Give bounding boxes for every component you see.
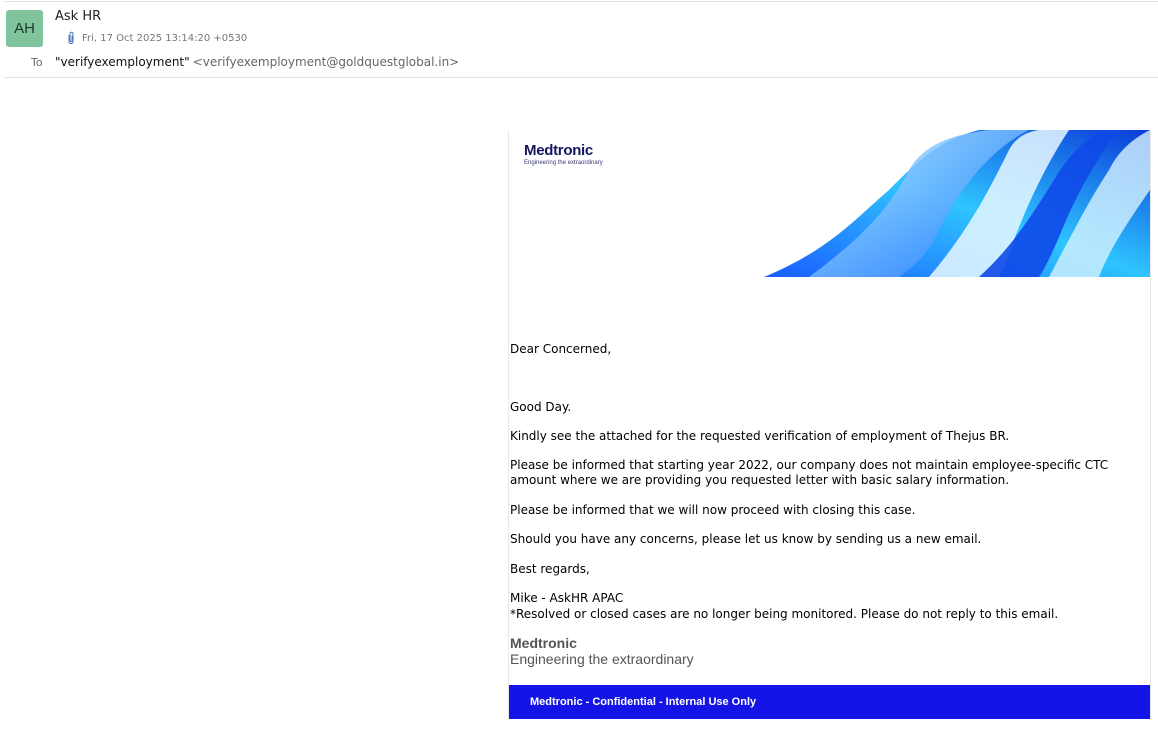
no-reply-notice: *Resolved or closed cases are no longer being monitored. Please do not reply to this email. xyxy=(510,607,1059,621)
top-divider xyxy=(4,1,1158,2)
footer-text: Medtronic - Confidential - Internal Use Only xyxy=(530,696,757,708)
recipient-address[interactable]: <verifyexemployment@goldquestglobal.in> xyxy=(192,55,460,69)
closing-notice: Please be informed that we will now proceed with closing this case. xyxy=(510,503,916,517)
banner-logo: Medtronic xyxy=(524,142,593,159)
email-body-card xyxy=(508,130,1151,719)
signature-company: Medtronic xyxy=(510,635,577,651)
signature-name: Mike - AskHR APAC xyxy=(510,591,624,605)
recipients-row xyxy=(31,55,459,69)
message-date: Fri, 17 Oct 2025 13:14:20 +0530 xyxy=(82,32,248,44)
recipient-name[interactable]: "verifyexemployment" xyxy=(55,55,190,69)
concerns-line: Should you have any concerns, please let us know by sending us a new email. xyxy=(510,532,982,546)
regards-line: Best regards, xyxy=(510,562,590,576)
sender-avatar[interactable]: AH xyxy=(6,10,43,47)
good-day-line: Good Day. xyxy=(510,400,572,414)
header-divider xyxy=(4,77,1158,78)
to-label: To xyxy=(31,56,43,69)
attachment-icon[interactable] xyxy=(66,31,76,45)
greeting: Dear Concerned, xyxy=(510,342,612,356)
wave-graphic xyxy=(509,130,1150,277)
ctc-notice: Please be informed that starting year 2022, our company does not maintain employee-specific CTC amount where we are providing you requested letter with basic salary information. xyxy=(510,458,1109,487)
banner-tagline: Engineering the extraordinary xyxy=(524,160,603,166)
sender-name[interactable]: Ask HR xyxy=(55,9,102,24)
message-meta xyxy=(66,31,247,45)
medtronic-banner xyxy=(509,130,1150,277)
confidential-footer xyxy=(509,685,1150,719)
attachment-note: Kindly see the attached for the requested verification of employment of Thejus BR. xyxy=(510,429,1010,443)
signature-tagline: Engineering the extraordinary xyxy=(510,651,694,667)
